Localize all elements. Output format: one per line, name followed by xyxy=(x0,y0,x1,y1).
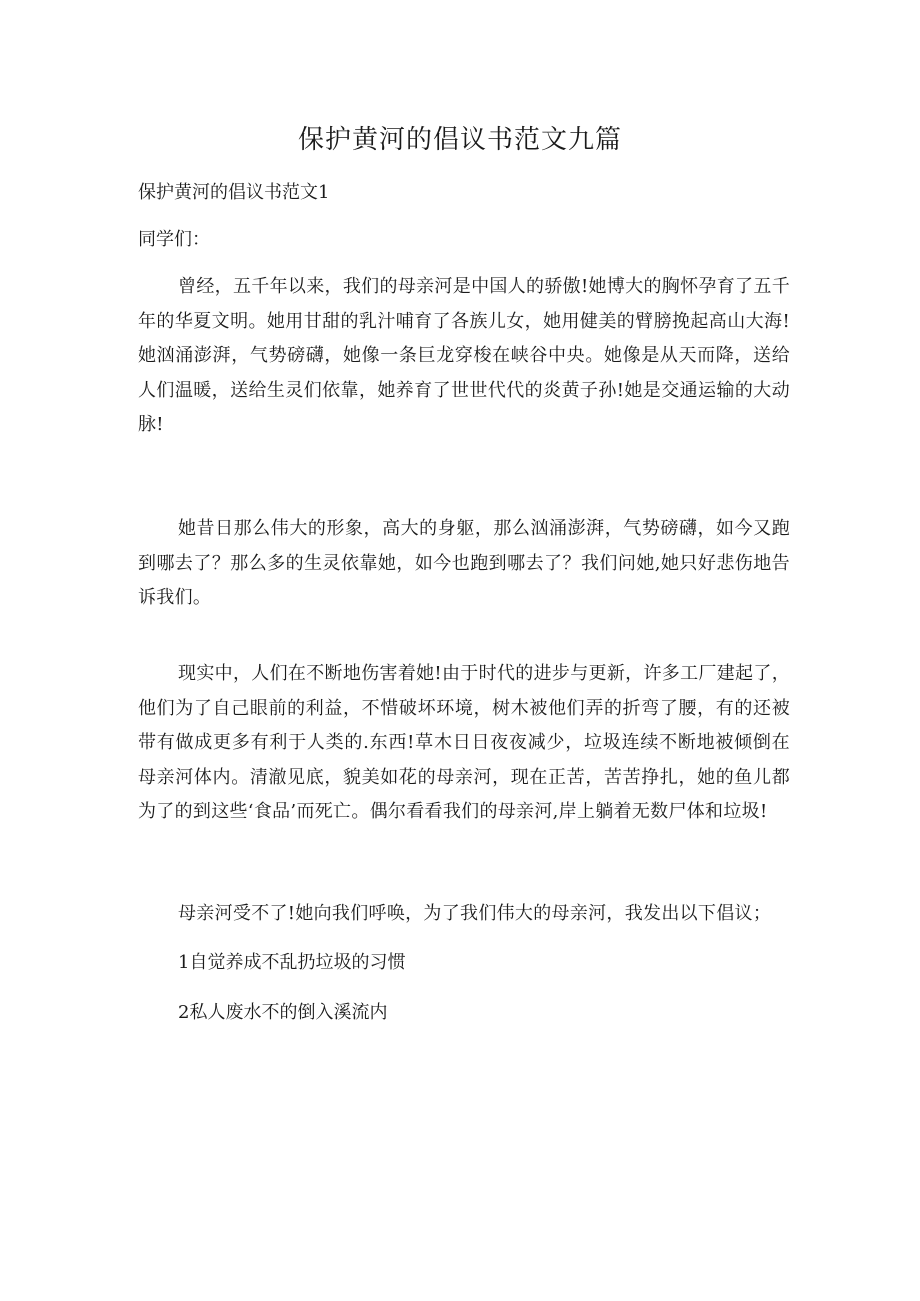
section-subtitle: 保护黄河的倡议书范文1 xyxy=(138,182,330,203)
body-paragraph: 母亲河受不了!她向我们呼唤，为了我们伟大的母亲河，我发出以下倡议； xyxy=(178,903,772,924)
proposal-item: 1自觉养成不乱扔垃圾的习惯 xyxy=(178,952,406,973)
proposal-item: 2私人废水不的倒入溪流内 xyxy=(178,1002,388,1023)
body-paragraph: 曾经，五千年以来，我们的母亲河是中国人的骄傲!她博大的胸怀孕育了五千年的华夏文明。她用甘甜的乳汁哺育了各族儿女，她用健美的臂膀挽起高山大海!她汹涌澎湃，气势磅礴，她像一条巨龙穿梭在峡谷中央。她像是从天而降，送给人们温暖，送给生灵们依靠，她养育了世世代代的炎黄子孙!她是交通运输的大动脉! xyxy=(138,276,790,435)
salutation: 同学们： xyxy=(138,229,210,250)
body-paragraph: 现实中，人们在不断地伤害着她!由于时代的进步与更新，许多工厂建起了，他们为了自己眼前的利益，不惜破坏环境，树木被他们弄的折弯了腰，有的还被带有做成更多有利于人类的.东西!草木日日夜夜减少，垃圾连续不断地被倾倒在母亲河体内。清澈见底，貌美如花的母亲河，现在正苦，苦苦挣扎，她的鱼儿都为了的到这些‘食品’而死亡。偶尔看看我们的母亲河,岸上躺着无数尸体和垃圾! xyxy=(138,663,790,822)
document-title: 保护黄河的倡议书范文九篇 xyxy=(297,125,622,155)
body-paragraph: 她昔日那么伟大的形象，高大的身躯，那么汹涌澎湃，气势磅礴，如今又跑到哪去了？那么多的生灵依靠她，如今也跑到哪去了？我们问她,她只好悲伤地告诉我们。 xyxy=(138,518,790,608)
